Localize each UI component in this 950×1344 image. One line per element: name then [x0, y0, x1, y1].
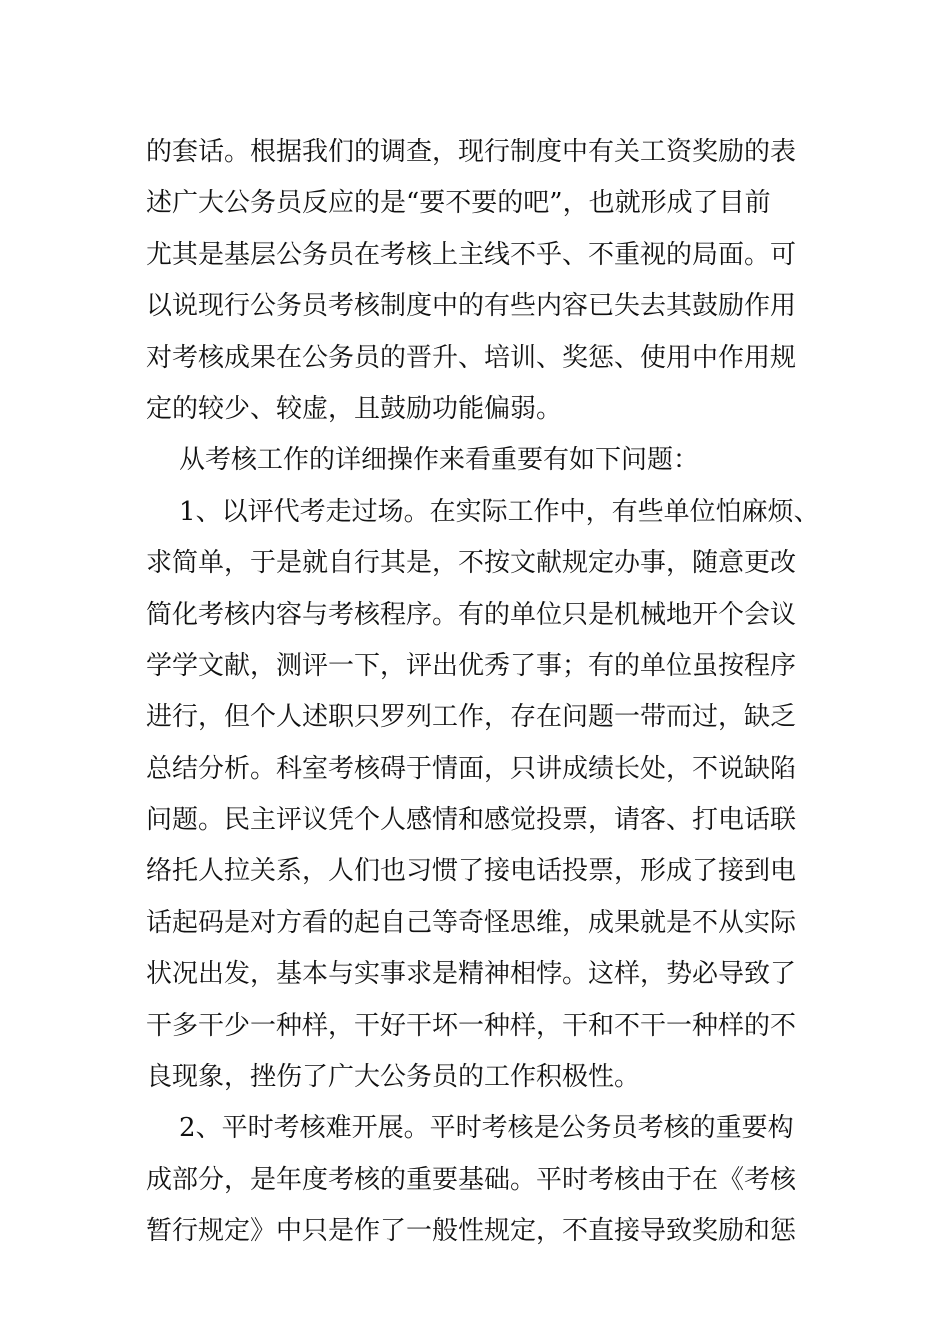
text-line: 问题。民主评议凭个人感情和感觉投票，请客、打电话联 — [146, 805, 797, 836]
text-line: 2、平时考核难开展。平时考核是公务员考核的重要构 — [146, 1113, 794, 1144]
text-line: 状况出发，基本与实事求是精神相悖。这样，势必导致了 — [146, 959, 797, 990]
text-line: 述广大公务员反应的是“要不要的吧”，也就形成了目前 — [146, 188, 771, 219]
text-line: 的套话。根据我们的调查，现行制度中有关工资奖励的表 — [146, 137, 797, 167]
text-line: 总结分析。科室考核碍于情面，只讲成绩长处，不说缺陷 — [146, 753, 797, 784]
text-line: 干多干少一种样，干好干坏一种样，干和不干一种样的不 — [146, 1010, 797, 1041]
text-line: 1、以评代考走过场。在实际工作中，有些单位怕麻烦、 — [146, 496, 820, 527]
text-line: 成部分，是年度考核的重要基础。平时考核由于在《考核 — [146, 1164, 797, 1195]
text-line: 从考核工作的详细操作来看重要有如下问题： — [146, 445, 700, 476]
text-line: 对考核成果在公务员的晋升、培训、奖惩、使用中作用规 — [146, 342, 797, 373]
text-line: 学学文献，测评一下，评出优秀了事；有的单位虽按程序 — [146, 650, 797, 681]
text-line: 以说现行公务员考核制度中的有些内容已失去其鼓励作用 — [146, 291, 797, 322]
text-line: 求简单，于是就自行其是，不按文献规定办事，随意更改 — [146, 548, 797, 579]
text-line: 话起码是对方看的起自己等奇怪思维，成果就是不从实际 — [146, 907, 797, 938]
text-line: 暂行规定》中只是作了一般性规定，不直接导致奖励和惩 — [146, 1216, 797, 1247]
text-line: 良现象，挫伤了广大公务员的工作积极性。 — [146, 1062, 641, 1093]
text-line: 尤其是基层公务员在考核上主线不乎、不重视的局面。可 — [146, 239, 797, 270]
text-line: 进行，但个人述职只罗列工作，存在问题一带而过，缺乏 — [146, 702, 797, 733]
text-line: 定的较少、较虚，且鼓励功能偏弱。 — [146, 393, 563, 424]
text-line: 简化考核内容与考核程序。有的单位只是机械地开个会议 — [146, 599, 797, 630]
text-line: 络托人拉关系，人们也习惯了接电话投票，形成了接到电 — [146, 856, 797, 887]
document-body — [146, 127, 846, 1258]
